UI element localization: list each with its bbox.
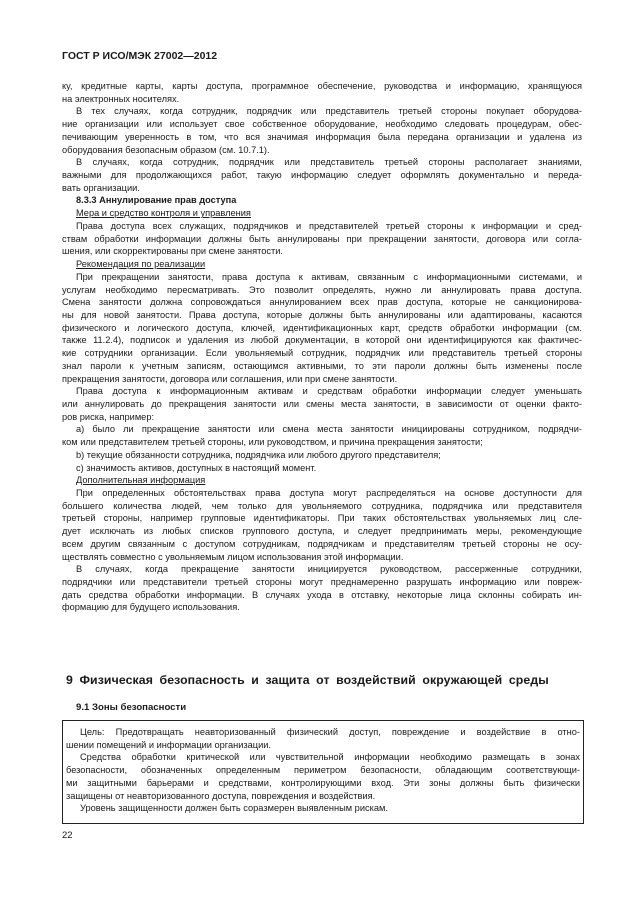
text-line [66,777,580,790]
text-line [62,373,582,386]
text-line [66,739,580,752]
text-line [62,322,582,335]
line-text: Мера и средство контроля и управления [76,208,251,219]
text-line [62,347,582,360]
line-text: дует исключать из любых списков группового доступа, и следует предпринимать меры, рекомендующие [62,526,582,537]
line-text: ку, кредитные карты, карты доступа, программное обеспечение, руководства и информацию, хранящуюся [62,81,582,91]
subheading [62,474,582,487]
text-line [62,182,582,195]
section-9-heading: 9 Физическая безопасность и защита от воздействий окружающей среды [66,673,549,687]
paragraph [62,487,582,563]
line-text: всем другим связанным с доступом сотрудникам, подрядчикам и представителям третьей стороны не осу- [62,538,582,549]
paragraph [62,156,582,194]
line-text: В тех случаях, когда сотрудник, подрядчик или представитель третьей стороны покупает оборудова- [76,106,582,117]
text-line [62,93,582,106]
text-line [62,233,582,246]
body-text [62,80,582,614]
line-text: При прекращении занятости, права доступа к активам, связанным с информационными системами, и [76,271,582,282]
paragraph [66,726,580,751]
line-text: ми защитными барьерами и средствами, контролирующими вход. Эти зоны должны быть физически [66,777,580,788]
text-line [66,751,580,764]
line-text: 8.3.3 Аннулирование прав доступа [76,195,237,206]
text-line [62,156,582,169]
line-text: безопасности, обозначенных определенным периметром безопасности, обладающим соответствующи- [66,765,580,776]
line-text: a) было ли прекращение занятости или смена места занятости инициированы сотрудником, подрядчи- [76,424,582,435]
text-line [62,131,582,144]
paragraph [62,423,582,448]
text-line [62,512,582,525]
line-text: b) текущие обязанности сотрудника, подрядчика или любого другого представителя; [76,449,441,460]
text-line [62,589,582,602]
section-9-1-heading: 9.1 Зоны безопасности [76,702,187,713]
line-text: Права доступа к информационным активам и средствам обработки информации следует уменьшать [76,386,582,397]
subsection-heading [62,194,582,207]
text-line [62,398,582,411]
line-text: или аннулировать до прекращения занятости или смены места занятости, в зависимости от оценки факто- [62,398,582,409]
paragraph [62,462,582,475]
paragraph [62,271,582,385]
text-line [62,551,582,564]
line-text: ствам обработки информации должны быть аннулированы при прекращении занятости, договора или согла- [62,233,582,244]
paragraph [62,220,582,258]
line-text: кие сотрудники организации. Если увольняемый сотрудник, подрядчик или представитель третьей стороны [62,348,582,359]
text-line [62,144,582,157]
paragraph [62,385,582,423]
text-line [62,576,582,589]
line-text: на электронных носителях. [62,93,180,104]
line-text: третьей стороны, например групповые идентификаторы. При таких обстоятельствах увольняемых лиц сле- [62,513,582,524]
text-line [62,258,582,271]
paragraph [62,80,582,105]
text-line [62,334,582,347]
line-text: вать организации. [62,182,140,193]
line-text: В случаях, когда прекращение занятости инициируется руководством, рассерженные сотрудники, [76,564,582,575]
line-text: c) значимость активов, доступных в настоящий момент. [76,462,317,473]
line-text: большего количества людей, чем только для увольняемого сотрудника, подрядчика или представителя [62,500,582,511]
line-text: важными для продолжающихся работ, такую информацию следует оформлять документально и переда- [62,170,582,181]
paragraph [62,105,582,156]
line-text: физического и логического доступа, ключей, идентификационных карт, средств обработки информации (см. [62,322,582,333]
text-line [62,309,582,322]
paragraph [62,449,582,462]
text-line [62,487,582,500]
line-text: шения, или скорректированы при смене занятости. [62,246,283,257]
subheading [62,207,582,220]
text-line [62,500,582,513]
text-line [62,118,582,131]
subheading [62,258,582,271]
line-text: ны для новой занятости. Права доступа, которые должны быть аннулированы или адаптированы, касаются [62,309,582,320]
line-text: При определенных обстоятельствах права доступа могут распределяться на основе доступности для [76,488,582,498]
text-line [62,449,582,462]
text-line [66,726,580,739]
text-line [62,601,582,614]
text-line [62,80,582,93]
text-line [62,423,582,436]
text-line [62,385,582,398]
text-line [62,538,582,551]
line-text: дать средства обработки информации. В случаях ухода в отставку, некоторые лица склонны собирать ин- [62,589,582,600]
line-text: печивающим уверенность в том, что вся значимая информация была передана организации и удалена из [62,131,582,142]
text-line [62,360,582,373]
text-line [62,296,582,309]
line-text: подрядчики или представители третьей стороны могут преднамеренно разрушать информацию или повреж- [62,577,582,588]
text-line [62,169,582,182]
paragraph [66,751,580,802]
line-text: также 11.2.4), подписок и удаления из любой документации, в которой они идентифицируются как фактичес- [62,335,582,346]
line-text: шении помещений и информации организации. [66,739,271,750]
line-text: В случаях, когда сотрудник, подрядчик или представитель третьей стороны располагает знаниями, [76,157,582,168]
text-line [62,284,582,297]
text-line [66,764,580,777]
line-text: Дополнительная информация [76,475,206,486]
line-text: Смена занятости должна сопровождаться аннулированием всех прав доступа, которые не санкционирова- [62,297,582,308]
objective-box [62,720,584,824]
line-text: Рекомендация по реализации [76,259,206,270]
paragraph [62,563,582,614]
line-text: защищены от неавторизованного доступа, повреждения и воздействия. [66,790,376,801]
line-text: услугам необходимо пересматривать. Это позволит определять, нужно ли аннулировать права доступа. [62,284,582,295]
line-text: ние организации или использует свое собственное оборудование, необходимо следовать процедурам, обес- [62,119,582,130]
text-line [62,245,582,258]
text-line [66,790,580,803]
text-line [62,436,582,449]
line-text: прекращения занятости, договора или соглашения, или при смене занятости. [62,373,398,384]
line-text: Права доступа всех служащих, подрядчиков и представителей третьей стороны к информации и сред- [76,220,582,231]
text-line [62,525,582,538]
text-line [62,462,582,475]
line-text: формацию для будущего использования. [62,602,240,613]
text-line [62,474,582,487]
text-line [62,563,582,576]
page-number: 22 [62,830,73,841]
line-text: Цель: Предотвращать неавторизованный физический доступ, повреждение и воздействие в отно- [80,727,580,737]
text-line [62,271,582,284]
document-header: ГОСТ Р ИСО/МЭК 27002—2012 [62,50,218,62]
text-line [62,411,582,424]
line-text: Средства обработки критической или чувствительной информации необходимо размещать в зонах [80,752,580,763]
text-line [62,207,582,220]
line-text: ществлять совместно с увольняемым лицом использования этой информации. [62,551,404,562]
text-line [62,194,582,207]
line-text: ком или представителем третьей стороны, или руководством, и причина прекращения занятости; [62,437,483,448]
line-text: Уровень защищенности должен быть соразмерен выявленным рискам. [80,803,388,814]
line-text: знал пароли к учетным записям, остающимся активными, то эти пароли должны быть изменены после [62,360,582,371]
line-text: ров риска, например: [62,411,155,422]
text-line [62,105,582,118]
text-line [66,802,580,815]
line-text: оборудования безопасным образом (см. 10.7.1). [62,144,270,155]
paragraph [66,802,580,815]
text-line [62,220,582,233]
